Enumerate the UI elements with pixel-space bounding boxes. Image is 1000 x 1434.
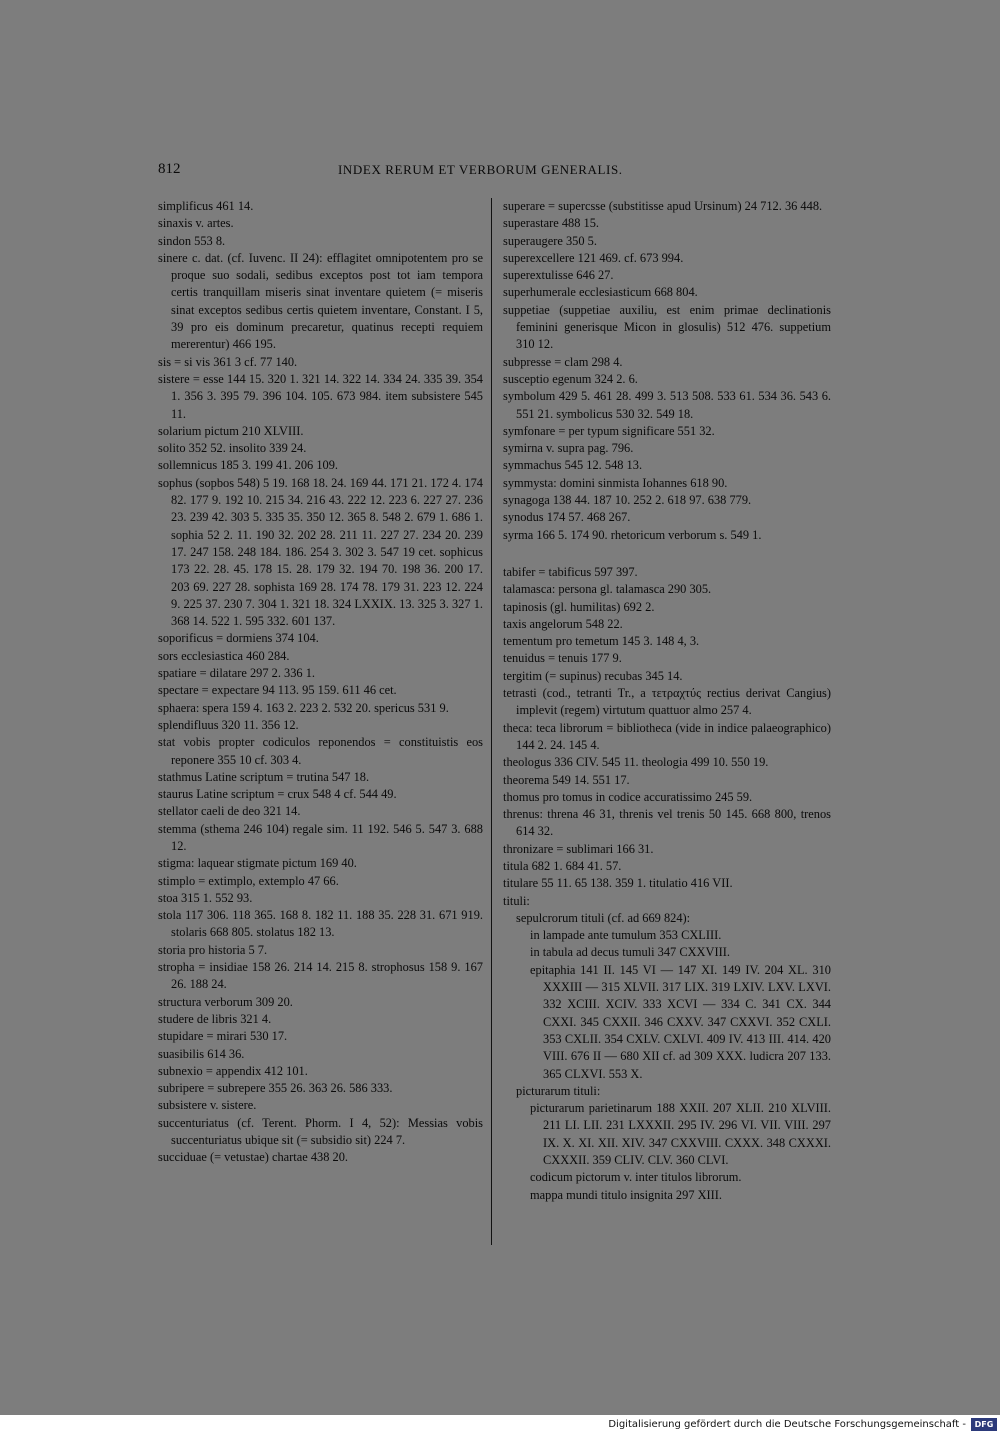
index-entry: sinere c. dat. (cf. Iuvenc. II 24): efflagitet omnipotentem pro se proque suo sodali, sedibus exceptos post tot iam tempora certis tranquillam miseris sinat inventare quietem (= miseris sinat exceptos sedibus certis quietem inventare, Constant. I 5, 39 pro eis dominum precaretur, quatinus recepti requiem mererentur) 466 195.	[158, 250, 483, 352]
page-number: 812	[158, 161, 181, 177]
index-subentry: in lampade ante tumulum 353 CXLIII.	[530, 928, 722, 943]
index-entry: superexcellere 121 469. cf. 673 994.	[503, 250, 684, 265]
index-entry: stola 117 306. 118 365. 168 8. 182 11. 188 35. 228 31. 671 919. stolaris 668 805. stolatus 182 13.	[158, 908, 483, 940]
index-entry: splendifluus 320 11. 356 12.	[158, 717, 299, 732]
index-entry: theca: teca librorum = bibliotheca (vide in indice palaeographico) 144 2. 24. 145 4.	[503, 720, 831, 752]
index-entry: suppetiae (suppetiae auxiliu, est enim primae declinationis feminini generisque Micon in glosulis) 512 476. suppetium 310 12.	[503, 302, 831, 352]
left-column	[158, 198, 483, 1167]
index-entry: susceptio egenum 324 2. 6.	[503, 371, 638, 386]
index-entry: sollemnicus 185 3. 199 41. 206 109.	[158, 458, 339, 473]
index-entry: symmysta: domini sinmista Iohannes 618 90.	[503, 475, 728, 490]
tituli-subentries	[503, 910, 831, 1204]
index-entry: symmachus 545 12. 548 13.	[503, 458, 643, 473]
index-entry: stupidare = mirari 530 17.	[158, 1029, 288, 1044]
index-entry: subsistere v. sistere.	[158, 1098, 257, 1113]
index-entry: storia pro historia 5 7.	[158, 942, 268, 957]
index-entry: stigma: laquear stigmate pictum 169 40.	[158, 856, 357, 871]
index-subentry: sepulcrorum tituli (cf. ad 669 824):	[516, 910, 691, 925]
index-entry: suasibilis 614 36.	[158, 1046, 245, 1061]
page-title: INDEX RERUM ET VERBORUM GENERALIS.	[338, 162, 623, 177]
index-entry: sophus (sopbos 548) 5 19. 168 18. 24. 169 44. 171 21. 172 4. 174 82. 177 9. 192 10. 215 34. 216 43. 222 12. 223 6. 227 27. 236 23. 239 42. 303 5. 335 35. 350 12. 365 8. 548 2. 679 1. 686 1. sophia 52 2. 11. 190 32. 202 28. 211 11. 227 27. 234 20. 239 17. 247 158. 248 184. 186. 254 3. 302 3. 547 19 cet. sophicus 173 22. 28. 45. 178 15. 28. 179 32. 194 70. 198 36. 200 17. 203 69. 227 28. sophista 169 28. 174 78. 179 31. 223 12. 224 9. 225 37. 230 7. 304 1. 321 18. 324 LXXIX. 13. 325 3. 327 1. 368 14. 522 1. 595 332. 601 137.	[158, 475, 483, 629]
index-entry: stat vobis propter codiculos reponendos = constituistis eos reponere 355 10 cf. 303 4.	[158, 735, 483, 767]
index-entry: titulare 55 11. 65 138. 359 1. titulatio 416 VII.	[503, 876, 733, 891]
index-entry: tabifer = tabificus 597 397.	[503, 564, 638, 579]
running-header	[158, 161, 858, 181]
index-entry: subpresse = clam 298 4.	[503, 354, 623, 369]
index-entry: symbolum 429 5. 461 28. 499 3. 513 508. 533 61. 534 36. 543 6. 551 21. symbolicus 530 32. 549 18.	[503, 389, 831, 421]
index-entry: succenturiatus (cf. Terent. Phorm. I 4, 52): Messias vobis succenturiatus ubique sit (= subsidio sit) 224 7.	[158, 1115, 483, 1148]
index-entry: symfonare = per typum significare 551 32.	[503, 423, 715, 438]
index-entry: tapinosis (gl. humilitas) 692 2.	[503, 599, 655, 614]
index-subentry: picturarum tituli:	[516, 1083, 601, 1098]
index-entry: subripere = subrepere 355 26. 363 26. 586 333.	[158, 1081, 393, 1096]
index-entry: superare = supercsse (substitisse apud Ursinum) 24 712. 36 448.	[503, 199, 823, 213]
index-entry: syrma 166 5. 174 90. rhetoricum verborum s. 549 1.	[503, 527, 762, 542]
index-entry: stimplo = extimplo, extemplo 47 66.	[158, 873, 339, 888]
right-column	[503, 198, 831, 1204]
index-entry: subnexio = appendix 412 101.	[158, 1063, 308, 1078]
index-entry: soporificus = dormiens 374 104.	[158, 631, 319, 646]
index-entry: tituli:	[503, 893, 530, 908]
index-entry: superhumerale ecclesiasticum 668 804.	[503, 285, 698, 300]
index-entry: sis = si vis 361 3 cf. 77 140.	[158, 354, 298, 369]
index-entry: solarium pictum 210 XLVIII.	[158, 423, 304, 438]
index-entry: tementum pro temetum 145 3. 148 4, 3.	[503, 634, 700, 649]
entries-t	[503, 564, 831, 910]
index-entry: thronizare = sublimari 166 31.	[503, 841, 654, 856]
index-entry: tetrasti (cod., tetranti Tr., a τετραχτύς rectius derivat Cangius) implevit (regem) virtutum quattuor almo 257 4.	[503, 686, 831, 718]
index-entry: spatiare = dilatare 297 2. 336 1.	[158, 666, 316, 681]
index-entry: sindon 553 8.	[158, 233, 226, 248]
index-entry: thomus pro tomus in codice accuratissimo 245 59.	[503, 789, 753, 804]
digitization-footer	[0, 1415, 1000, 1434]
index-entry: superaugere 350 5.	[503, 233, 597, 248]
footer-text: Digitalisierung gefördert durch die Deutsche Forschungsgemeinschaft -	[608, 1419, 966, 1430]
index-entry: talamasca: persona gl. talamasca 290 305.	[503, 582, 712, 597]
index-entry: spectare = expectare 94 113. 95 159. 611 46 cet.	[158, 683, 397, 698]
index-entry: taxis angelorum 548 22.	[503, 616, 623, 631]
index-subentry: codicum pictorum v. inter titulos librorum.	[530, 1170, 742, 1185]
index-entry: stathmus Latine scriptum = trutina 547 18.	[158, 769, 370, 784]
index-entry: stropha = insidiae 158 26. 214 14. 215 8. strophosus 158 9. 167 26. 188 24.	[158, 960, 483, 992]
index-entry: studere de libris 321 4.	[158, 1011, 272, 1026]
index-entry: solito 352 52. insolito 339 24.	[158, 441, 307, 456]
index-entry: sors ecclesiastica 460 284.	[158, 648, 290, 663]
index-entry: stoa 315 1. 552 93.	[158, 890, 253, 905]
index-entry: titula 682 1. 684 41. 57.	[503, 858, 622, 873]
index-entry: structura verborum 309 20.	[158, 994, 293, 1009]
index-entry: theologus 336 CIV. 545 11. theologia 499 10. 550 19.	[503, 755, 769, 770]
index-entry: sphaera: spera 159 4. 163 2. 223 2. 532 20. spericus 531 9.	[158, 700, 449, 715]
index-entry: superastare 488 15.	[503, 216, 599, 231]
index-subentry: picturarum parietinarum 188 XXII. 207 XLII. 210 XLVIII. 211 LI. LII. 231 LXXXII. 295 IV. 296 VI. VII. VIII. 297 IX. X. XI. XII. XIV. 347 CXXVIII. CXXX. 348 CXXXI. CXXXII. 359 CLIV. CLV. 360 CLVI.	[530, 1101, 831, 1168]
index-entry: staurus Latine scriptum = crux 548 4 cf. 544 49.	[158, 787, 397, 802]
index-entry: symirna v. supra pag. 796.	[503, 441, 634, 456]
index-entry: tenuidus = tenuis 177 9.	[503, 651, 622, 666]
index-entry: sinaxis v. artes.	[158, 216, 234, 231]
index-subentry: mappa mundi titulo insignita 297 XIII.	[530, 1187, 723, 1202]
index-subentry: epitaphia 141 II. 145 VI — 147 XI. 149 IV. 204 XL. 310 XXXIII — 315 XLVII. 317 LIX. 319 LXIV. LXV. LXVI. 332 XCIII. XCIV. 333 XCVI — 334 C. 341 CX. 344 CXXI. 345 CXXII. 346 CXXV. 347 CXXVI. 352 CXLI. 353 CXLII. 354 CXLV. CXLVI. 409 IV. 413 III. 414. 420 VIII. 676 II — 680 XII cf. ad 309 XXX. ludicra 207 133. 365 CLXVI. 553 X.	[530, 962, 831, 1081]
index-entry: synagoga 138 44. 187 10. 252 2. 618 97. 638 779.	[503, 493, 752, 508]
entries-s	[503, 198, 831, 544]
index-subentry: in tabula ad decus tumuli 347 CXXVIII.	[530, 945, 730, 960]
index-entry: tergitim (= supinus) recubas 345 14.	[503, 668, 683, 683]
index-entry: stellator caeli de deo 321 14.	[158, 804, 301, 819]
index-entry: sistere = esse 144 15. 320 1. 321 14. 322 14. 334 24. 335 39. 354 1. 356 3. 395 79. 396 104. 105. 673 984. item subsistere 545 11.	[158, 371, 483, 421]
section-gap	[503, 544, 831, 564]
index-entry: simplificus 461 14.	[158, 199, 254, 213]
column-divider	[491, 198, 492, 1245]
index-entry: stemma (sthema 246 104) regale sim. 11 192. 546 5. 547 3. 688 12.	[158, 821, 483, 853]
index-entry: threnus: threna 46 31, threnis vel trenis 50 145. 668 800, trenos 614 32.	[503, 807, 831, 839]
index-entry: theorema 549 14. 551 17.	[503, 772, 630, 787]
index-entry: succiduae (= vetustae) chartae 438 20.	[158, 1150, 349, 1165]
index-entry: superextulisse 646 27.	[503, 268, 614, 283]
dfg-logo: DFG	[971, 1418, 997, 1431]
index-entry: synodus 174 57. 468 267.	[503, 510, 631, 525]
